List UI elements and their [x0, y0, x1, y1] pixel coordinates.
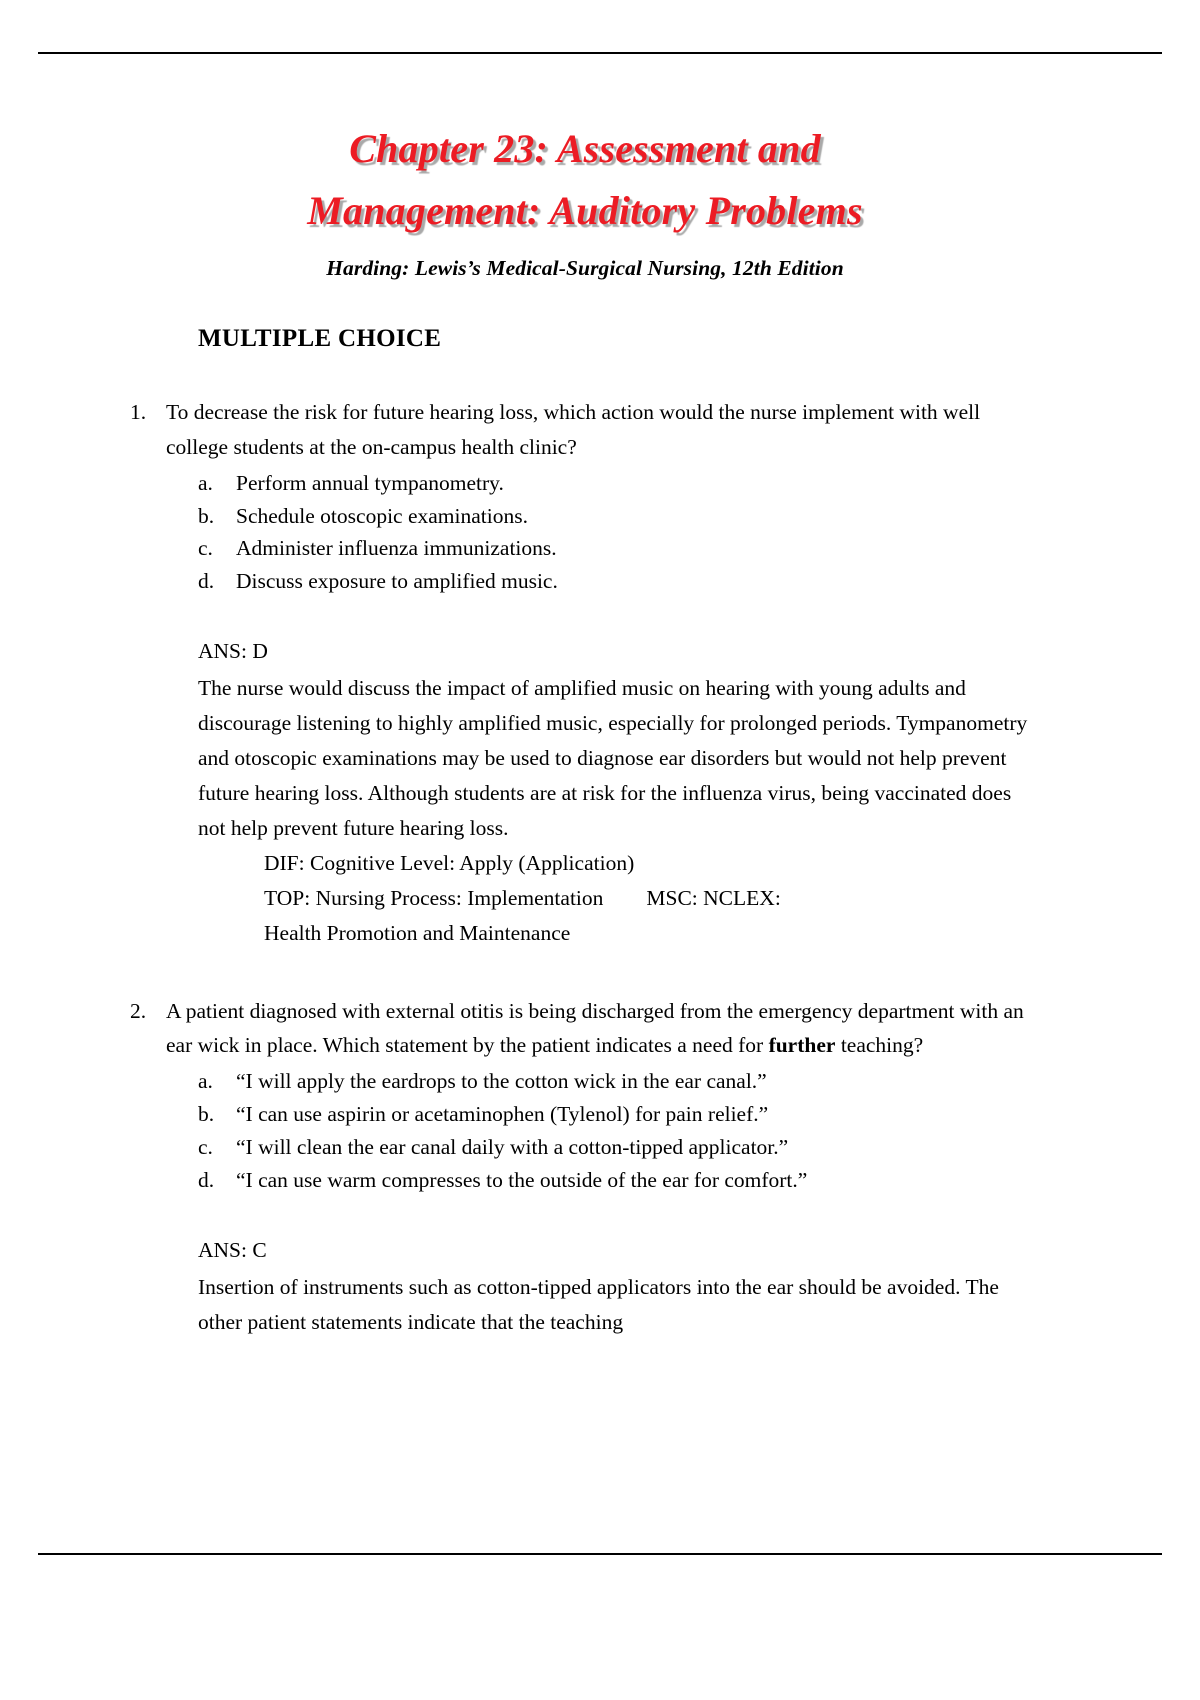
question-stem-2-emphasis: further	[768, 1033, 836, 1058]
option-text-1d: Discuss exposure to amplified music.	[236, 569, 558, 594]
option-letter-2d: d.	[198, 1167, 215, 1192]
question-stem-1	[130, 395, 1040, 465]
metadata-1-msc-continued: Health Promotion and Maintenance	[264, 921, 571, 946]
option-letter-1c: c.	[198, 536, 213, 561]
option-1a[interactable]	[198, 467, 1040, 500]
question-stem-2-part1: A patient diagnosed with external otitis is being discharged from the emergency department with an ear wick in place. Which statement by the patient indicates a need for	[166, 998, 1024, 1058]
page-bottom-rule	[38, 1553, 1162, 1555]
option-text-1c: Administer influenza immunizations.	[236, 536, 557, 561]
option-text-2b: “I can use aspirin or acetaminophen (Tylenol) for pain relief.”	[236, 1102, 769, 1127]
option-2c[interactable]	[198, 1131, 1040, 1164]
question-number-1: 1.	[130, 400, 147, 424]
option-list-2	[198, 1065, 1040, 1197]
rationale-2: Insertion of instruments such as cotton-tipped applicators into the ear should be avoided. The other patient statements indicate that the teaching	[198, 1274, 999, 1334]
page-subtitle: Harding: Lewis’s Medical-Surgical Nursing, 12th Edition	[326, 256, 844, 280]
section-heading-multiple-choice: MULTIPLE CHOICE	[198, 325, 442, 352]
metadata-1	[264, 846, 1038, 951]
page-title-line-2: Management: Auditory Problems	[307, 188, 863, 233]
rationale-1: The nurse would discuss the impact of amplified music on hearing with young adults and discourage listening to highly amplified music, especially for prolonged periods. Tympanometry and otoscopic examinations may be used to diagnose ear disorders but would not help prevent future hearing loss. Although students are at risk for the influenza virus, being vaccinated does not help prevent future hearing loss.	[198, 676, 1028, 841]
question-stem-1-part1: To decrease the risk for future hearing loss, which action would the nurse implement with well college students at the on-campus health clinic?	[166, 400, 981, 459]
answer-block-1	[198, 634, 1038, 951]
option-1c[interactable]	[198, 532, 1040, 565]
question-block-2	[130, 994, 1040, 1340]
metadata-1-top-msc: TOP: Nursing Process: Implementation MSC: NCLEX:	[264, 886, 781, 911]
question-stem-2-part2: teaching?	[835, 1033, 924, 1058]
question-stem-2	[130, 994, 1040, 1064]
question-stem-text-1	[166, 400, 980, 459]
page-title-line-1: Chapter 23: Assessment and	[349, 126, 821, 171]
document-content	[130, 118, 1040, 1340]
option-2b[interactable]	[198, 1098, 1040, 1131]
answer-block-2	[198, 1233, 1038, 1340]
option-1b[interactable]	[198, 500, 1040, 533]
option-2a[interactable]	[198, 1065, 1040, 1098]
option-letter-2c: c.	[198, 1134, 213, 1159]
option-text-2d: “I can use warm compresses to the outside of the ear for comfort.”	[236, 1167, 808, 1192]
question-number-2: 2.	[130, 998, 147, 1023]
question-block-1	[130, 395, 1040, 952]
page-title	[130, 118, 1040, 242]
option-letter-2b: b.	[198, 1102, 215, 1127]
option-letter-1a: a.	[198, 470, 213, 495]
option-letter-2a: a.	[198, 1069, 213, 1094]
answer-key-2: ANS: C	[198, 1237, 267, 1262]
metadata-1-dif: DIF: Cognitive Level: Apply (Application)	[264, 851, 635, 876]
page-top-rule	[38, 52, 1162, 54]
option-1d[interactable]	[198, 565, 1040, 598]
option-text-1a: Perform annual tympanometry.	[236, 470, 504, 495]
question-stem-text-2	[166, 999, 1024, 1058]
option-text-2c: “I will clean the ear canal daily with a cotton-tipped applicator.”	[236, 1134, 789, 1159]
answer-key-1: ANS: D	[198, 639, 268, 664]
option-text-1b: Schedule otoscopic examinations.	[236, 503, 528, 528]
option-letter-1b: b.	[198, 503, 215, 528]
option-letter-1d: d.	[198, 569, 215, 594]
option-text-2a: “I will apply the eardrops to the cotton wick in the ear canal.”	[236, 1069, 767, 1094]
option-list-1	[198, 467, 1040, 599]
option-2d[interactable]	[198, 1164, 1040, 1197]
